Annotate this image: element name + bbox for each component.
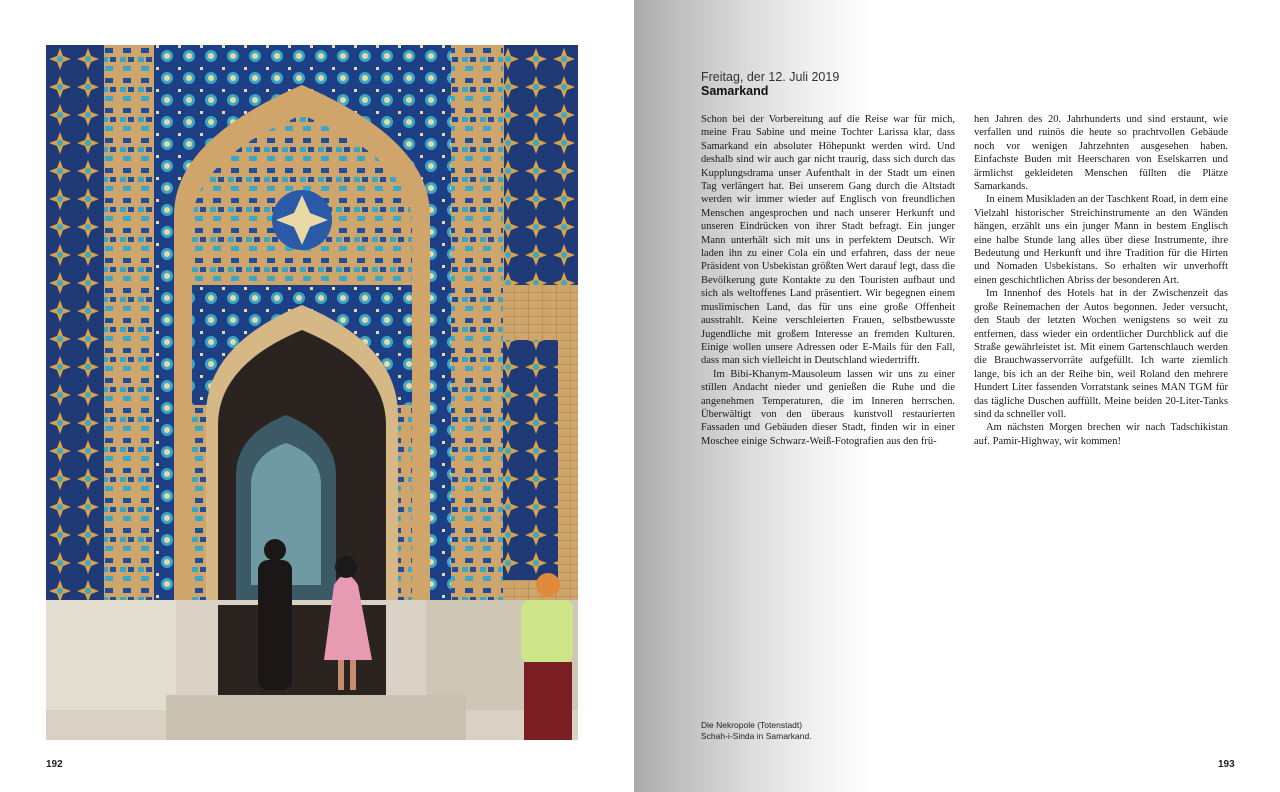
caption-line: Die Nekropole (Totenstadt) <box>701 720 803 730</box>
paragraph: hen Jahren des 20. Jahrhunderts und sind erstaunt, wie verfallen und ruinös die heute so prachtvollen Gebäude noch vor wenigen Jahrzehnten ausgesehen haben. Einfachste Buden mit Heerscharen von Eselskarren und ärmlichst gekleideten Menschen füllten die Plätze Samarkands. <box>974 114 1228 193</box>
page-number-left: 192 <box>46 759 63 770</box>
paragraph: Im Bibi-Khanym-Mausoleum lassen wir uns zu einer stillen Andacht nieder und genießen die Ruhe und die angenehmen Temperaturen, die im Inneren herrschen. Überwältigt von den überaus kunstvoll restaurierten Fassaden und Gebäuden dieser Stadt, finden wir in einer Moschee einige Schwarz-Weiß-Fotografien aus den frü- <box>701 368 955 447</box>
photo-caption <box>701 720 812 742</box>
caption-line: Schah-i-Sinda in Samarkand. <box>701 731 812 741</box>
page-number-right: 193 <box>1218 759 1235 770</box>
text-column-1 <box>701 113 955 448</box>
entry-date: Freitag, der 12. Juli 2019 <box>701 70 840 84</box>
right-page <box>634 0 1280 792</box>
left-page <box>0 0 634 792</box>
mosque-portal-photo <box>46 45 578 740</box>
text-column-2 <box>974 113 1228 448</box>
entry-place-title: Samarkand <box>701 84 769 98</box>
paragraph: Am nächsten Morgen brechen wir nach Tadschikistan auf. Pamir-Highway, wir kommen! <box>974 422 1228 447</box>
paragraph: Im Innenhof des Hotels hat in der Zwischenzeit das große Reinemachen der Autos begonnen. Jeder versucht, den Staub der letzten Wochen wenigstens so weit zu entfernen, dass wieder ein ordentlicher Durchblick auf die Straße gewährleistet ist. Mit einem Gartenschlauch werden die Brauchwasservorräte aufgefüllt. Ich warte ziemlich lange, bis ich an der Reihe bin, weil Roland den mehrere Hundert Liter fassenden Vorratstank seines MAN TGM für das tägliche Duschen auffüllt. Meine beiden 20-Liter-Tanks sind da schneller voll. <box>974 288 1228 420</box>
mosque-portal-illustration <box>46 45 578 740</box>
paragraph: In einem Musikladen an der Taschkent Road, in dem eine Vielzahl historischer Streichinstrumente an den Wänden hängen, erzählt uns ein junger Mann in bestem Englisch eine halbe Stunde lang alles über diese Instrumente, ihre Bedeutung und Herkunft und ihre Tradition für die Hirten und Nomaden Usbekistans. So erhalten wir unverhofft einen geschichtlichen Abriss der besonderen Art. <box>974 194 1228 286</box>
paragraph: Schon bei der Vorbereitung auf die Reise war für mich, meine Frau Sabine und meine Tochter Larissa klar, dass Samarkand ein absoluter Höhepunkt werden wird. Und deshalb sind wir auch gar nicht traurig, dass sich durch das Kupplungsdrama unser Aufenthalt in der Stadt um einen Tag verlängert hat. Bei unserem Gang durch die Altstadt werden wir immer wieder auf Englisch von freundlichen Menschen angesprochen und nach unserer Herkunft und unseren Eindrücken von ihrer Stadt befragt. Ein junger Mann unterhält sich mit uns in perfektem Deutsch. Wir laden ihn zu einer Cola ein und erfahren, dass der neue Präsident von Usbekistan größten Wert darauf legt, dass die Bevölkerung gute Kontakte zu den Touristen aufbaut und sich als weltoffenes Land präsentiert. Wir begegnen einem muslimischen Land, das für uns eine große Offenheit ausstrahlt. Keine verschleierten Frauen, selbstbewusste Jugendliche mit großem Interesse an fremden Kulturen. Einige wollen unsere Adressen oder E-Mails für den Fall, dass man sich vielleicht in Deutschland wiedertrifft. <box>701 114 955 367</box>
